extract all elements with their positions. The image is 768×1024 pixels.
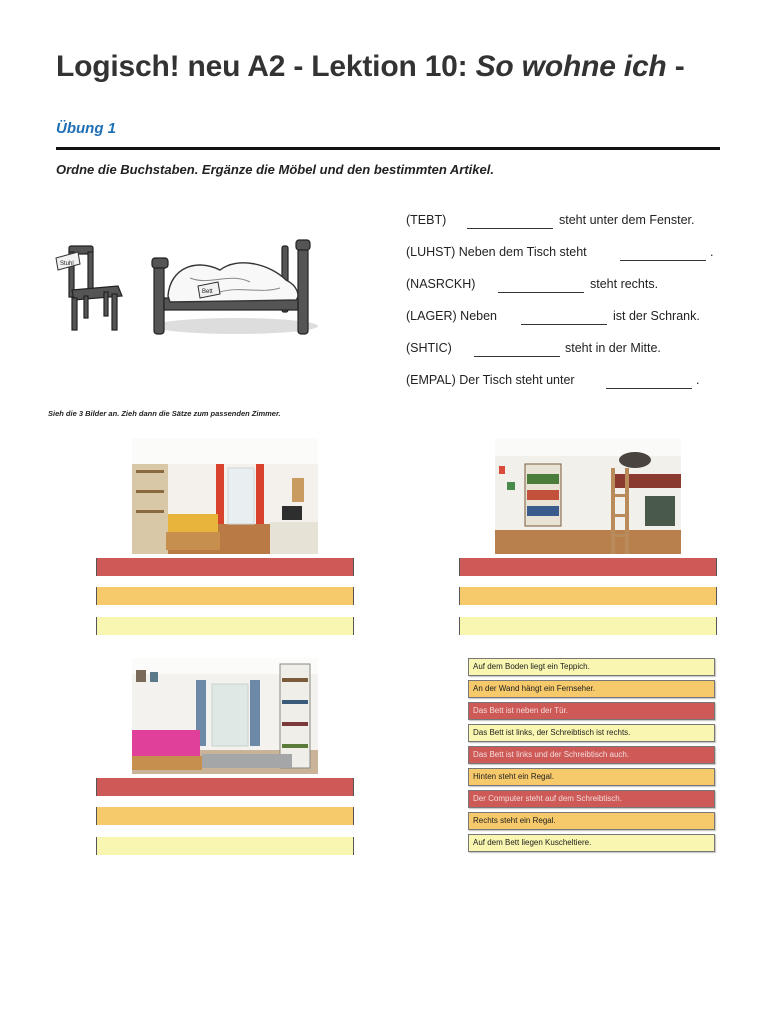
drop-strip-room3-orange[interactable] xyxy=(96,807,354,825)
sentence-card[interactable]: Der Computer steht auf dem Schreibtisch. xyxy=(468,790,715,808)
answer-gap-4[interactable] xyxy=(521,324,607,325)
sentence-card[interactable]: Hinten steht ein Regal. xyxy=(468,768,715,786)
drop-strip-room2-yellow[interactable] xyxy=(459,617,717,635)
chair-tag-label: Stuhl xyxy=(60,261,74,267)
sentence-3: (NASRCKH) xyxy=(406,277,476,291)
answer-gap-6[interactable] xyxy=(606,388,692,389)
drop-strip-room1-red[interactable] xyxy=(96,558,354,576)
sentence-4: (LAGER) Neben xyxy=(406,309,498,323)
title-end: - xyxy=(666,50,685,83)
sentence-6-suffix: . xyxy=(696,373,700,387)
sentence-card[interactable]: Das Bett ist links und der Schreibtisch auch. xyxy=(468,746,715,764)
sentence-2: (LUHST) Neben dem Tisch steht xyxy=(406,245,587,259)
title-plain: Logisch! neu A2 - Lektion 10: xyxy=(56,50,476,83)
exercise-instruction: Ordne die Buchstaben. Ergänze die Möbel und den bestimmten Artikel. xyxy=(56,162,494,177)
drop-strip-room3-red[interactable] xyxy=(96,778,354,796)
sentence-card[interactable]: Auf dem Bett liegen Kuscheltiere. xyxy=(468,834,715,852)
drop-strip-room2-red[interactable] xyxy=(459,558,717,576)
drop-strip-room2-orange[interactable] xyxy=(459,587,717,605)
sentence-card[interactable]: Auf dem Boden liegt ein Teppich. xyxy=(468,658,715,676)
sentence-3-suffix: steht rechts. xyxy=(590,277,659,291)
answer-gap-1[interactable] xyxy=(467,228,553,229)
sentence-4-suffix: ist der Schrank. xyxy=(613,309,700,323)
sentence-1-suffix: steht unter dem Fenster. xyxy=(559,213,695,227)
sentence-2-suffix: . xyxy=(710,245,714,259)
sentence-1 xyxy=(406,213,446,227)
divider xyxy=(56,147,720,150)
sentence-5: (SHTIC) xyxy=(406,341,452,355)
room-photo-3 xyxy=(132,658,318,774)
sentence-5-suffix: steht in der Mitte. xyxy=(565,341,661,355)
sentence-card[interactable]: Das Bett ist neben der Tür. xyxy=(468,702,715,720)
room-photo-2 xyxy=(495,438,681,554)
drop-strip-room1-yellow[interactable] xyxy=(96,617,354,635)
answer-gap-3[interactable] xyxy=(498,292,584,293)
page-title xyxy=(56,50,685,84)
exercise-label: Übung 1 xyxy=(56,120,116,137)
drop-strip-room3-yellow[interactable] xyxy=(96,837,354,855)
title-italic: So wohne ich xyxy=(475,50,667,83)
sentence-1-prefix: (TEBT) xyxy=(406,213,447,227)
bed-tag-label: Bett xyxy=(202,289,213,295)
room-photo-1 xyxy=(132,438,318,554)
sentence-6: (EMPAL) Der Tisch steht unter xyxy=(406,373,575,387)
sentence-card[interactable]: Rechts steht ein Regal. xyxy=(468,812,715,830)
drag-task-instruction: Sieh die 3 Bilder an. Zieh dann die Sätze zum passenden Zimmer. xyxy=(48,409,281,418)
bed-illustration xyxy=(150,236,322,340)
sentence-card[interactable]: An der Wand hängt ein Fernseher. xyxy=(468,680,715,698)
sentence-card[interactable]: Das Bett ist links, der Schreibtisch ist rechts. xyxy=(468,724,715,742)
answer-gap-2[interactable] xyxy=(620,260,706,261)
drop-strip-room1-orange[interactable] xyxy=(96,587,354,605)
chair-illustration xyxy=(52,240,126,335)
answer-gap-5[interactable] xyxy=(474,356,560,357)
